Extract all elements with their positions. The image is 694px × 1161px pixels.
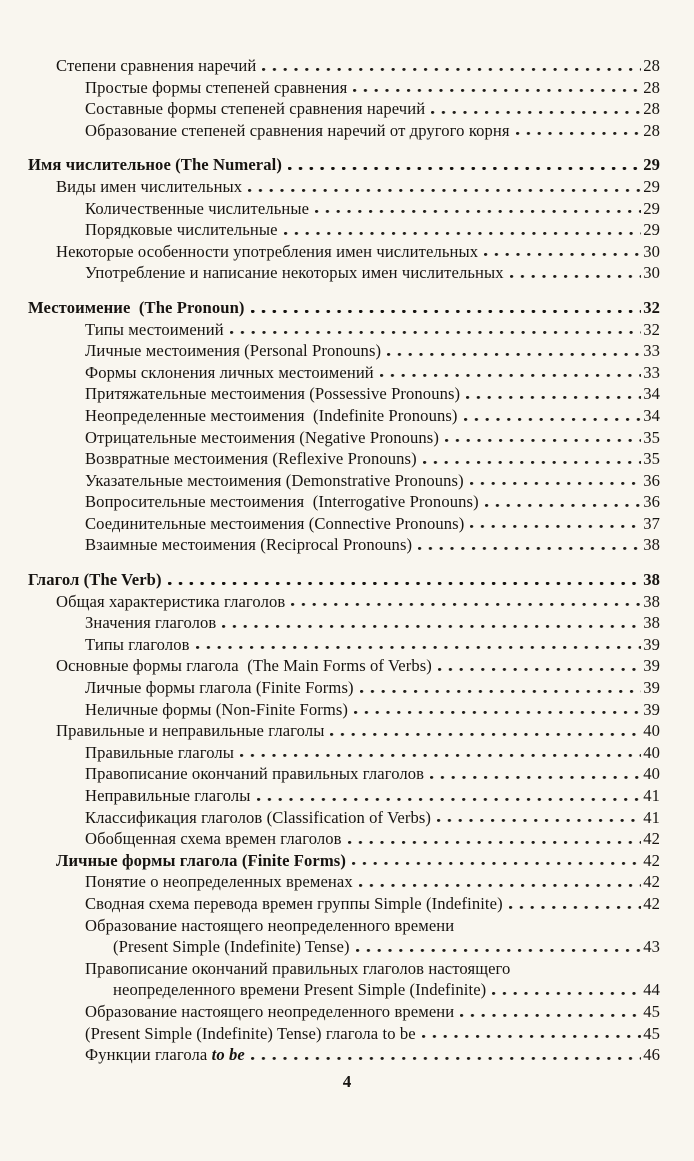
dot-leader <box>330 733 641 736</box>
toc-entry-page: 30 <box>643 241 660 261</box>
toc-entry-continuation <box>28 936 660 958</box>
dot-leader <box>423 461 641 464</box>
dot-leader <box>516 132 642 135</box>
toc-entry-page: 40 <box>643 742 660 762</box>
toc-entry-page: 39 <box>643 634 660 654</box>
toc-entry-title: Образование настоящего неопределенного времени <box>85 1001 455 1021</box>
toc-entry-title: (Present Simple (Indefinite) Tense) <box>113 937 350 957</box>
toc-entry <box>28 319 660 341</box>
toc-entry-title: Личные формы глагола (Finite Forms) <box>85 678 354 698</box>
dot-leader <box>196 646 642 649</box>
toc-entry-title: Отрицательные местоимения (Negative Pronouns) <box>85 427 439 447</box>
toc-entry-title-emphasis: to be <box>211 1045 245 1065</box>
toc-entry-title: Неправильные глаголы <box>85 786 251 805</box>
toc-entry-page: 42 <box>643 893 660 913</box>
toc-entry <box>28 591 660 613</box>
toc-entry-title: Виды имен числительных <box>56 176 243 196</box>
toc-entry <box>28 154 660 176</box>
toc-entry <box>28 763 660 785</box>
toc-entry-title: Порядковые числительные <box>85 220 278 240</box>
toc-entry <box>28 850 660 872</box>
toc-entry-title: Глагол (The Verb) <box>28 570 162 590</box>
dot-leader <box>418 547 641 550</box>
toc-entry-title: Неопределенные местоимения (Indefinite Pronouns) <box>85 405 458 425</box>
toc-entry-page: 28 <box>643 99 660 119</box>
toc-entry-title: Общая характеристика глаголов <box>56 591 286 611</box>
toc-entry-title: Обобщенная схема времен глаголов <box>85 829 342 849</box>
toc-entry <box>28 699 660 721</box>
toc-entry <box>28 677 660 699</box>
toc-entry-page: 38 <box>643 591 660 611</box>
toc-entry <box>28 720 660 742</box>
dot-leader <box>430 776 641 779</box>
dot-leader <box>262 68 641 71</box>
toc-entry <box>28 120 660 142</box>
toc-entry-page: 28 <box>643 56 660 75</box>
toc-entry-page: 39 <box>643 656 660 676</box>
toc-entry <box>28 405 660 427</box>
toc-entry-continuation <box>28 979 660 1001</box>
toc-entry-title: Местоимение (The Pronoun) <box>28 297 245 317</box>
toc-entry <box>28 297 660 319</box>
toc-entry-page: 40 <box>643 721 660 741</box>
dot-leader <box>315 210 641 213</box>
toc-entry-title: Понятие о неопределенных временах <box>85 872 353 892</box>
toc-entry-title: Личные местоимения (Personal Pronouns) <box>85 341 382 361</box>
toc-entry-page: 35 <box>643 427 660 447</box>
dot-leader <box>360 690 642 693</box>
toc-entry-page: 28 <box>643 77 660 97</box>
toc-entry-title: Личные формы глагола (Finite Forms) <box>56 850 346 870</box>
dot-leader <box>492 992 641 995</box>
toc-entry <box>28 807 660 829</box>
toc-entry-page: 45 <box>643 1023 660 1043</box>
toc-entry <box>28 198 660 220</box>
toc-entry <box>28 427 660 449</box>
toc-entry <box>28 513 660 535</box>
toc-entry <box>28 828 660 850</box>
toc-entry-title: Указательные местоимения (Demonstrative Pronouns) <box>85 470 464 490</box>
toc <box>28 55 660 1066</box>
toc-entry-page: 32 <box>643 319 660 339</box>
dot-leader <box>352 862 641 865</box>
toc-entry <box>28 176 660 198</box>
dot-leader <box>168 582 642 585</box>
dot-leader <box>354 711 641 714</box>
dot-leader <box>445 439 641 442</box>
toc-entry-title: неопределенного времени Present Simple (Indefinite) <box>113 980 487 1000</box>
toc-entry-page: 29 <box>643 198 660 218</box>
dot-leader <box>437 819 641 822</box>
toc-entry-title: Имя числительное (The Numeral) <box>28 155 282 175</box>
dot-leader <box>438 668 641 671</box>
dot-leader <box>460 1014 641 1017</box>
toc-entry-page: 29 <box>643 220 660 240</box>
toc-entry-page: 42 <box>643 829 660 849</box>
toc-entry-title: Образование настоящего неопределенного времени <box>85 915 455 935</box>
toc-entry-title: Типы глаголов <box>85 634 190 654</box>
toc-entry <box>28 534 660 556</box>
toc-entry-title: Степени сравнения наречий <box>56 56 257 75</box>
toc-entry-page: 33 <box>643 341 660 361</box>
toc-entry-title: Значения глаголов <box>85 613 217 633</box>
dot-leader <box>288 167 641 170</box>
toc-entry-title: Основные формы глагола (The Main Forms of Verbs) <box>56 656 432 676</box>
toc-entry-page: 30 <box>643 263 660 283</box>
toc-entry <box>28 340 660 362</box>
toc-entry-title: Взаимные местоимения (Reciprocal Pronouns) <box>85 535 413 555</box>
dot-leader <box>387 353 641 356</box>
dot-leader <box>422 1035 641 1038</box>
toc-entry-page: 39 <box>643 678 660 698</box>
toc-entry <box>28 77 660 99</box>
toc-entry <box>28 1044 660 1066</box>
toc-entry <box>28 55 660 77</box>
dot-leader <box>510 275 642 278</box>
toc-entry-page: 32 <box>643 297 660 317</box>
toc-entry-page: 29 <box>643 155 660 175</box>
dot-leader <box>251 310 642 313</box>
toc-entry <box>28 915 660 937</box>
toc-entry-title: Некоторые особенности употребления имен числительных <box>56 241 479 261</box>
toc-entry <box>28 1001 660 1023</box>
toc-entry <box>28 262 660 284</box>
toc-entry <box>28 470 660 492</box>
toc-entry-title: Правильные и неправильные глаголы <box>56 721 325 741</box>
toc-entry-title: Классификация глаголов (Classification of Verbs) <box>85 807 432 827</box>
toc-entry-page: 42 <box>643 872 660 892</box>
toc-entry <box>28 871 660 893</box>
dot-leader <box>380 374 641 377</box>
toc-entry <box>28 219 660 241</box>
toc-entry-page: 41 <box>643 786 660 805</box>
toc-entry-page: 45 <box>643 1001 660 1021</box>
toc-entry-title: (Present Simple (Indefinite) Tense) глагола to be <box>85 1023 416 1043</box>
toc-entry-title: Количественные числительные <box>85 198 310 218</box>
dot-leader <box>466 396 641 399</box>
toc-entry <box>28 958 660 980</box>
dot-leader <box>485 504 642 507</box>
toc-entry-title: Неличные формы (Non-Finite Forms) <box>85 699 349 719</box>
toc-entry-title: Употребление и написание некоторых имен числительных <box>85 263 504 283</box>
toc-entry <box>28 362 660 384</box>
dot-leader <box>251 1057 641 1060</box>
toc-entry-page: 38 <box>643 535 660 555</box>
dot-leader <box>356 949 642 952</box>
toc-entry <box>28 742 660 764</box>
toc-entry <box>28 383 660 405</box>
dot-leader <box>240 754 641 757</box>
dot-leader <box>509 906 641 909</box>
dot-leader <box>359 884 641 887</box>
toc-entry-page: 38 <box>643 570 660 590</box>
toc-entry-title: Сводная схема перевода времен группы Simple (Indefinite) <box>85 893 503 913</box>
toc-entry <box>28 634 660 656</box>
toc-entry-page: 41 <box>643 807 660 827</box>
toc-entry-title: Образование степеней сравнения наречий от другого корня <box>85 120 510 140</box>
dot-leader <box>222 625 641 628</box>
toc-entry <box>28 491 660 513</box>
dot-leader <box>291 603 641 606</box>
toc-entry-title: Притяжательные местоимения (Possessive Pronouns) <box>85 384 461 404</box>
dot-leader <box>484 253 641 256</box>
toc-entry-page: 28 <box>643 120 660 140</box>
toc-entry-page: 46 <box>643 1045 660 1065</box>
toc-entry-page: 33 <box>643 362 660 382</box>
dot-leader <box>353 89 641 92</box>
toc-entry <box>28 569 660 591</box>
toc-entry-title: Типы местоимений <box>85 319 224 339</box>
toc-entry-title: Правописание окончаний правильных глаголов настоящего <box>85 958 511 978</box>
toc-entry-title: Функции глагола <box>85 1045 212 1065</box>
toc-entry-page: 35 <box>643 449 660 469</box>
toc-entry-title: Возвратные местоимения (Reflexive Pronouns) <box>85 449 417 469</box>
footer-page-number: 4 <box>342 1072 352 1091</box>
dot-leader <box>284 232 642 235</box>
toc-entry-page: 37 <box>643 513 660 533</box>
dot-leader <box>464 418 642 421</box>
dot-leader <box>470 482 641 485</box>
toc-entry <box>28 785 660 807</box>
toc-entry-title: Правильные глаголы <box>85 742 235 762</box>
toc-entry-page: 36 <box>643 470 660 490</box>
toc-entry <box>28 612 660 634</box>
toc-entry-page: 38 <box>643 613 660 633</box>
toc-entry-page: 34 <box>643 384 660 404</box>
toc-entry <box>28 98 660 120</box>
toc-entry <box>28 655 660 677</box>
toc-entry-page: 29 <box>643 176 660 196</box>
dot-leader <box>248 189 641 192</box>
dot-leader <box>348 841 642 844</box>
toc-entry-page: 39 <box>643 699 660 719</box>
toc-entry <box>28 448 660 470</box>
toc-entry-page: 43 <box>643 937 660 957</box>
toc-entry-page: 34 <box>643 405 660 425</box>
toc-entry-page: 40 <box>643 764 660 784</box>
dot-leader <box>257 798 642 801</box>
toc-entry <box>28 1023 660 1045</box>
toc-entry-title: Правописание окончаний правильных глаголов <box>85 764 425 784</box>
toc-entry <box>28 241 660 263</box>
toc-entry-page: 36 <box>643 492 660 512</box>
toc-entry-title: Формы склонения личных местоимений <box>85 362 374 382</box>
toc-entry <box>28 893 660 915</box>
toc-entry-title: Соединительные местоимения (Connective Pronouns) <box>85 513 465 533</box>
dot-leader <box>230 331 641 334</box>
toc-entry-title: Составные формы степеней сравнения наречий <box>85 99 426 119</box>
toc-entry-page: 44 <box>643 980 660 1000</box>
toc-entry-page: 42 <box>643 850 660 870</box>
toc-entry-title: Вопросительные местоимения (Interrogative Pronouns) <box>85 492 479 512</box>
toc-entry-title: Простые формы степеней сравнения <box>85 77 348 97</box>
dot-leader <box>470 525 641 528</box>
dot-leader <box>431 111 641 114</box>
